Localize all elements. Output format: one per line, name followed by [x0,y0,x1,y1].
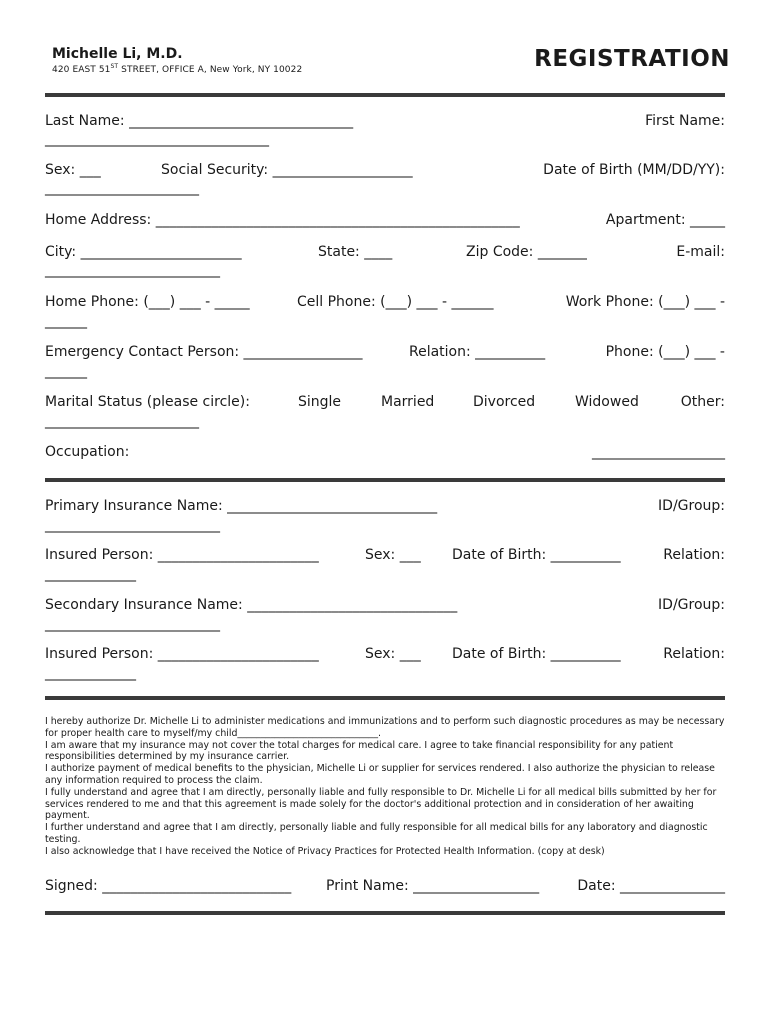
marital-option-married[interactable]: Married [381,394,435,410]
date-field[interactable]: Date: _______________ [577,878,725,894]
insured-person-1-field[interactable]: Insured Person: _______________________ [45,547,319,563]
apartment-field[interactable]: Apartment: _____ [605,212,725,228]
ssn-field[interactable]: Social Security: ____________________ [161,162,413,178]
office-address [52,63,302,75]
first-name-label: First Name: [645,113,725,129]
last-name-field[interactable]: Last Name: ________________________________ [45,113,354,129]
relation-field[interactable]: Relation: __________ [409,344,546,360]
city-field[interactable]: City: _______________________ [45,244,242,260]
home-phone-field[interactable]: Home Phone: (___) ___ - _____ [45,294,250,310]
secondary-id-field[interactable]: _________________________ [45,616,220,632]
insured-person-2-field[interactable]: Insured Person: _______________________ [45,646,319,662]
state-field[interactable]: State: ____ [318,244,393,260]
legal-paragraph: I also acknowledge that I have received the Notice of Privacy Practices for Protected Health Information. (copy at desk) [45,845,605,857]
insured-dob-1-field[interactable]: Date of Birth: __________ [452,547,621,563]
emergency-contact-field[interactable]: Emergency Contact Person: _________________ [45,344,363,360]
address-rest: STREET, OFFICE A, New York, NY 10022 [118,65,303,75]
marital-option-other[interactable]: Other: [680,394,725,410]
marital-other-field[interactable]: ______________________ [45,413,199,429]
secondary-insurance-field[interactable]: Secondary Insurance Name: ______________________________ [45,597,458,613]
header-divider [45,93,725,97]
doctor-name: Michelle Li, M.D. [52,46,183,62]
dob-field[interactable]: ______________________ [45,180,199,196]
work-phone-field[interactable]: ______ [45,313,87,329]
marital-status-label: Marital Status (please circle): [45,394,250,410]
legal-paragraph: I am aware that my insurance may not cover the total charges for medical care. I agree to take financial responsibility for any patient responsibilities determined by my insurance carrier. [45,739,674,763]
legal-paragraph: I fully understand and agree that I am directly, personally liable and fully responsible to Dr. Michelle Li for all medical bills submitted by her for services rendered to me and that this agreement is made solely for the doctor's additional protection and in consideration of her awaiting payment. [45,786,717,822]
email-field[interactable]: _________________________ [45,262,220,278]
marital-option-single[interactable]: Single [298,394,342,410]
sex-field[interactable]: Sex: ___ [45,162,101,178]
primary-insurance-field[interactable]: Primary Insurance Name: ______________________________ [45,498,438,514]
marital-option-widowed[interactable]: Widowed [575,394,639,410]
address-suffix: ST [110,63,119,70]
secondary-id-label: ID/Group: [658,597,725,613]
dob-label: Date of Birth (MM/DD/YY): [543,162,725,178]
email-label: E-mail: [676,244,725,260]
insured-relation-1-label: Relation: [663,547,725,563]
legal-paragraph: I hereby authorize Dr. Michelle Li to administer medications and immunizations and to perform such diagnostic procedures as may be necessary for proper health care to myself/my child______________________________. [45,716,725,739]
print-name-field[interactable]: Print Name: __________________ [326,878,540,894]
primary-id-field[interactable]: _________________________ [45,517,220,533]
signed-field[interactable]: Signed: ___________________________ [45,878,292,894]
insured-sex-1-field[interactable]: Sex: ___ [365,547,421,563]
marital-option-divorced[interactable]: Divorced [473,394,536,410]
insurance-divider [45,478,725,482]
emergency-phone-field[interactable]: ______ [45,363,87,379]
primary-id-label: ID/Group: [658,498,725,514]
address-number: 420 EAST 51 [52,65,111,75]
occupation-field[interactable]: ___________________ [592,444,725,460]
occupation-label: Occupation: [45,444,130,460]
legal-divider [45,696,725,700]
cell-phone-field[interactable]: Cell Phone: (___) ___ - ______ [297,294,494,310]
home-address-field[interactable]: Home Address: ____________________________________________________ [45,212,520,228]
insured-relation-1-field[interactable]: _____________ [45,566,136,582]
form-title: REGISTRATION [534,46,730,72]
emergency-phone-label: Phone: (___) ___ - [605,344,725,360]
authorization-text [45,716,725,858]
legal-paragraph: I authorize payment of medical benefits to the physician, Michelle Li or supplier for services rendered. I also authorize the physician to release any information required to process the claim. [45,763,715,786]
work-phone-label: Work Phone: (___) ___ - [565,294,725,310]
zip-field[interactable]: Zip Code: _______ [466,244,587,260]
insured-sex-2-field[interactable]: Sex: ___ [365,646,421,662]
insured-dob-2-field[interactable]: Date of Birth: __________ [452,646,621,662]
insured-relation-2-field[interactable]: _____________ [45,665,136,681]
legal-paragraph: I further understand and agree that I am directly, personally liable and fully responsible for all medical bills for any laboratory and diagnostic testing. [45,822,708,845]
insured-relation-2-label: Relation: [663,646,725,662]
footer-divider [45,911,725,915]
first-name-field[interactable]: ________________________________ [45,131,269,147]
